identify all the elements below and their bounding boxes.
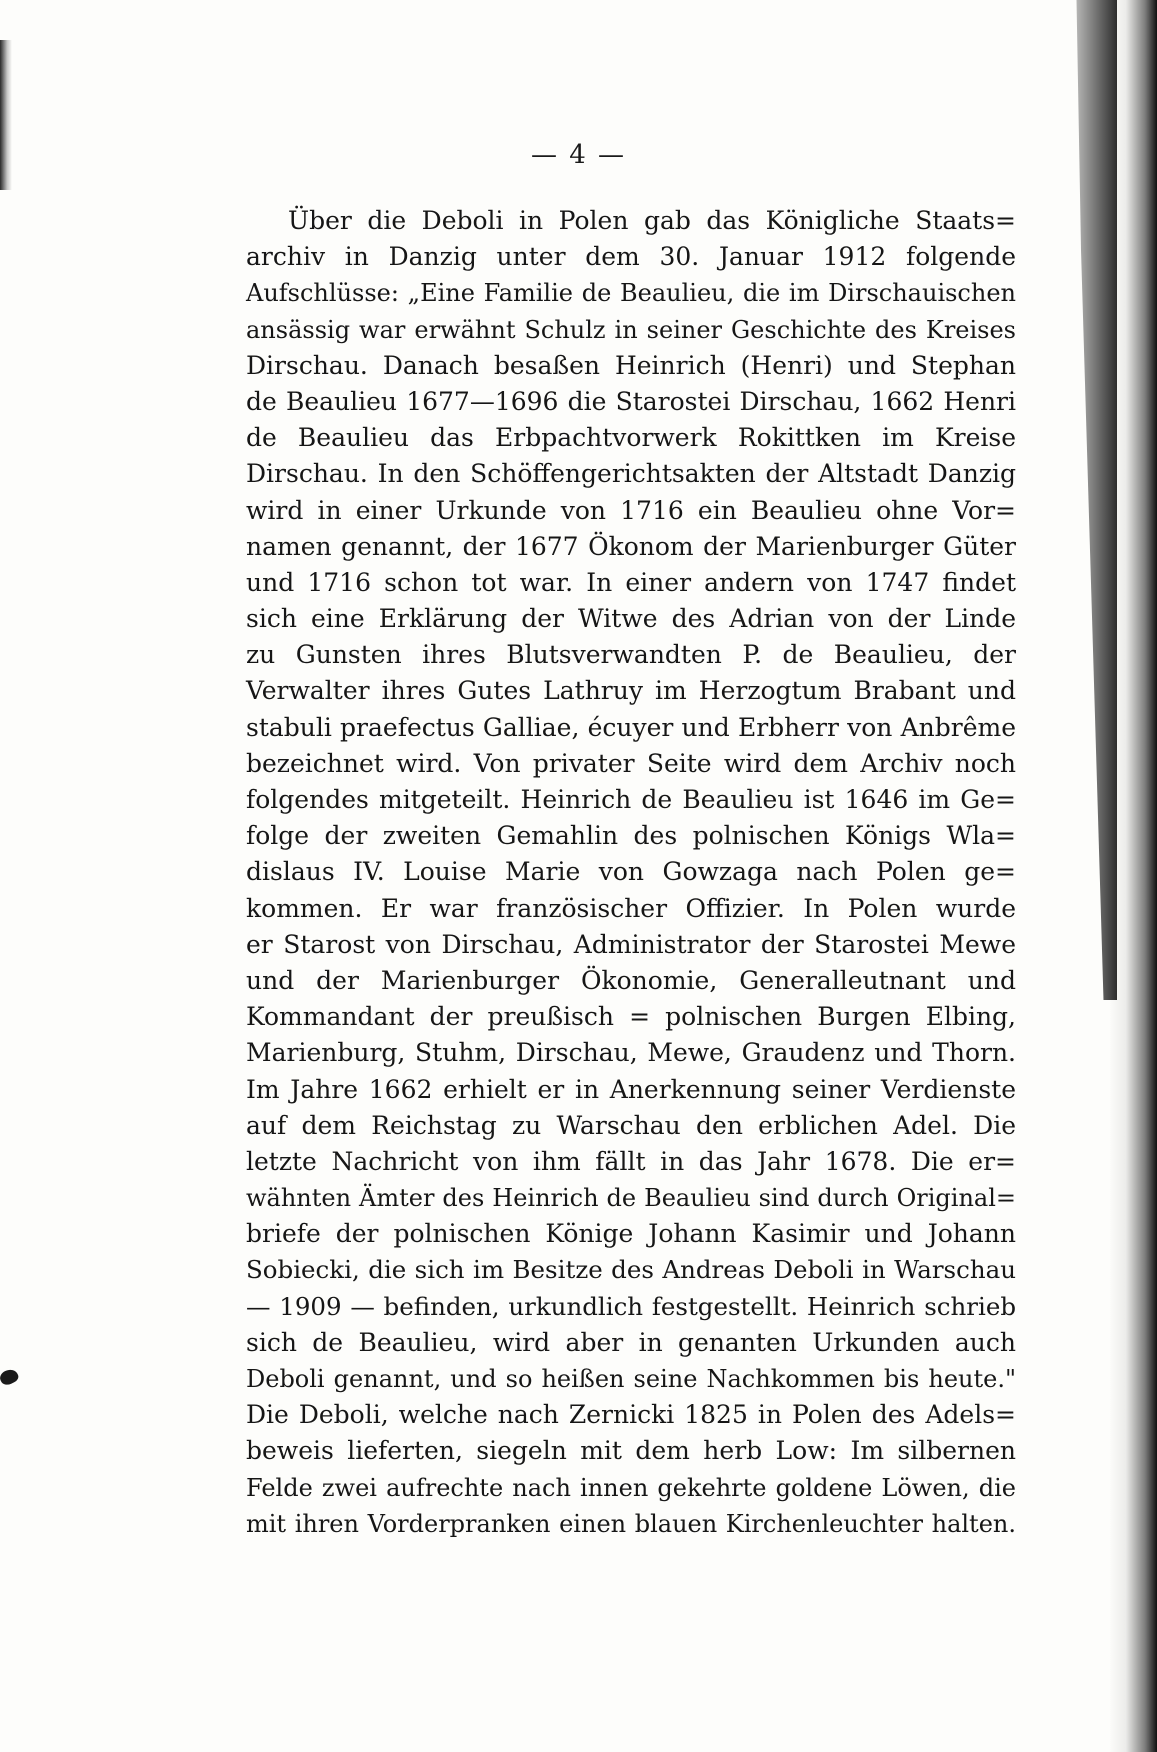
text-line: Felde zwei aufrechte nach innen gekehrte goldene Löwen, die xyxy=(246,1473,1016,1502)
text-line: Aufschlüsse: „Eine Familie de Beaulieu, die im Dirschauischen xyxy=(246,279,1016,308)
text-line: bezeichnet wird. Von privater Seite wird dem Archiv noch xyxy=(246,748,1016,778)
text-line: wähnten Ämter des Heinrich de Beaulieu sind durch Original= xyxy=(246,1184,1016,1213)
text-line: dislaus IV. Louise Marie von Gowzaga nach Polen ge= xyxy=(246,857,1016,887)
text-line: auf dem Reichstag zu Warschau den erblichen Adel. Die xyxy=(246,1110,1016,1140)
body-text xyxy=(246,203,1016,1542)
text-line: de Beaulieu 1677—1696 die Starostei Dirschau, 1662 Henri xyxy=(246,386,1016,416)
text-line: Deboli genannt, und so heißen seine Nachkommen bis heute." xyxy=(246,1365,1016,1393)
text-line: zu Gunsten ihres Blutsverwandten P. de Beaulieu, der xyxy=(246,640,1016,670)
page-number: — 4 — xyxy=(530,140,627,170)
text-line: folge der zweiten Gemahlin des polnischen Königs Wla= xyxy=(246,821,1016,851)
text-line: Dirschau. In den Schöffengerichtsakten der Altstadt Danzig xyxy=(246,459,1016,489)
text-line: namen genannt, der 1677 Ökonom der Marienburger Güter xyxy=(246,531,1016,561)
text-line: Verwalter ihres Gutes Lathruy im Herzogtum Brabant und xyxy=(246,676,1016,706)
text-line: Marienburg, Stuhm, Dirschau, Mewe, Graudenz und Thorn. xyxy=(246,1038,1016,1068)
text-line: ansässig war erwähnt Schulz in seiner Geschichte des Kreises xyxy=(246,315,1016,344)
text-line: und der Marienburger Ökonomie, Generalleutnant und xyxy=(246,965,1016,995)
text-line: letzte Nachricht von ihm fällt in das Jahr 1678. Die er= xyxy=(246,1146,1016,1176)
text-line: wird in einer Urkunde von 1716 ein Beaulieu ohne Vor= xyxy=(246,495,1016,525)
text-line: Die Deboli, welche nach Zernicki 1825 in Polen des Adels= xyxy=(246,1400,1016,1430)
text-line: — 1909 — befinden, urkundlich festgestellt. Heinrich schrieb xyxy=(246,1291,1016,1321)
ink-smudge xyxy=(0,1367,20,1387)
text-line: Dirschau. Danach besaßen Heinrich (Henri) und Stephan xyxy=(246,350,1016,380)
text-line: de Beaulieu das Erbpachtvorwerk Rokittken im Kreise xyxy=(246,423,1016,453)
text-line: Sobiecki, die sich im Besitze des Andreas Deboli in Warschau xyxy=(246,1255,1016,1285)
text-line: er Starost von Dirschau, Administrator der Starostei Mewe xyxy=(246,929,1016,959)
text-line: sich eine Erklärung der Witwe des Adrian von der Linde xyxy=(246,604,1016,634)
text-line: Kommandant der preußisch = polnischen Burgen Elbing, xyxy=(246,1002,1016,1032)
text-line: Über die Deboli in Polen gab das Königliche Staats= xyxy=(288,206,1016,235)
text-line: archiv in Danzig unter dem 30. Januar 1912 folgende xyxy=(246,242,1016,272)
text-line: folgendes mitgeteilt. Heinrich de Beaulieu ist 1646 im Ge= xyxy=(246,785,1016,814)
text-line: kommen. Er war französischer Offizier. In Polen wurde xyxy=(246,893,1016,923)
text-line: und 1716 schon tot war. In einer andern von 1747 findet xyxy=(246,567,1016,597)
text-line: stabuli praefectus Galliae, écuyer und Erbherr von Anbrême xyxy=(246,712,1016,742)
text-line: beweis lieferten, siegeln mit dem herb Low: Im silbernen xyxy=(246,1436,1016,1466)
text-line: Im Jahre 1662 erhielt er in Anerkennung seiner Verdienste xyxy=(246,1074,1016,1104)
text-line: briefe der polnischen Könige Johann Kasimir und Johann xyxy=(246,1219,1016,1249)
text-line: mit ihren Vorderpranken einen blauen Kirchenleuchter halten. xyxy=(246,1509,1016,1538)
text-line: sich de Beaulieu, wird aber in genanten Urkunden auch xyxy=(246,1327,1016,1357)
